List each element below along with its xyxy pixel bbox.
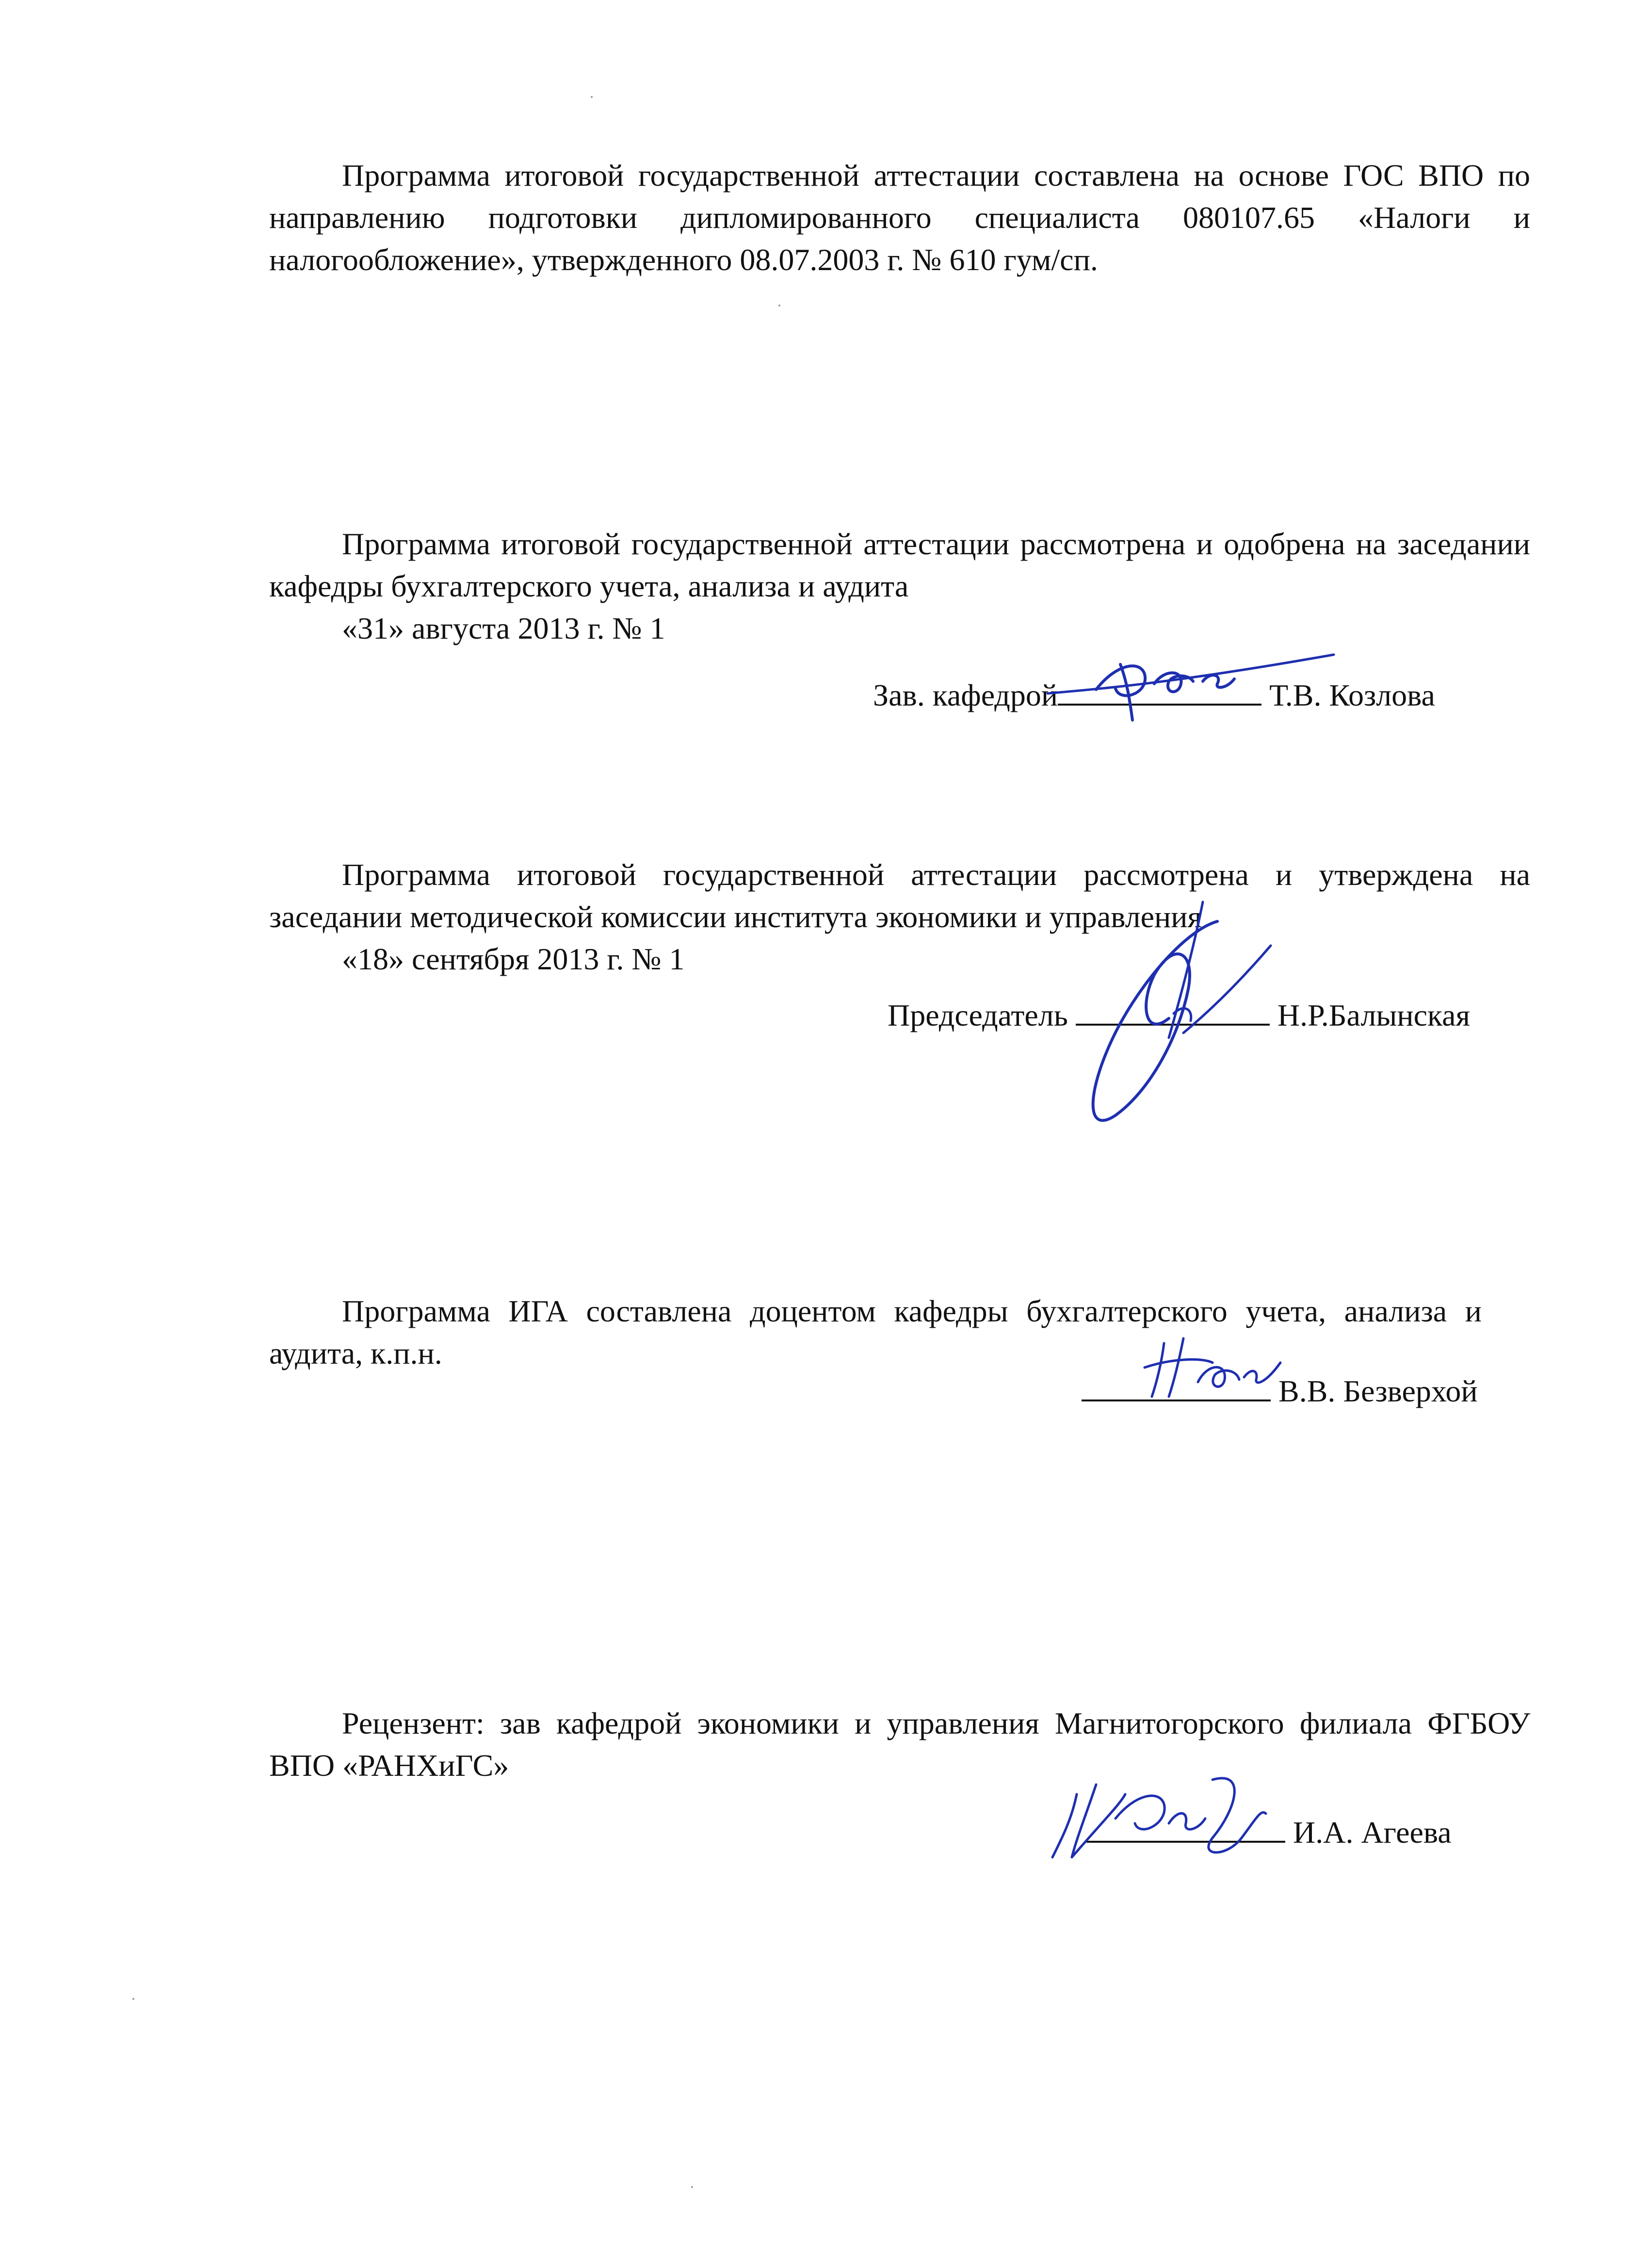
author-name: В.В. Безверхой	[1278, 1374, 1478, 1408]
reviewer-text: Рецензент: зав кафедрой экономики и управления Магнитогорского филиала ФГБОУ ВПО «РАНХиГС»	[269, 1706, 1530, 1783]
commission-approval-date: «18» сентября 2013 г. № 1	[342, 942, 685, 976]
commission-chair-signature	[1057, 892, 1280, 1144]
department-head-role: Зав. кафедрой	[873, 678, 1058, 712]
commission-approval-block	[269, 853, 1530, 980]
gos-paragraph-block	[269, 154, 1530, 281]
commission-chair-name: Н.Р.Балынская	[1277, 998, 1470, 1032]
department-approval-block	[269, 523, 1530, 649]
department-approval-text: Программа итоговой государственной аттестации рассмотрена и одобрена на заседании кафедры бухгалтерского учета, анализа и аудита	[269, 527, 1530, 603]
gos-paragraph: Программа итоговой государственной аттестации составлена на основе ГОС ВПО по направлению подготовки дипломированного специалиста 080107.65 «Налоги и налогообложение», утвержденного 08.07.2003 г. № 610 гум/сп.	[269, 158, 1530, 277]
commission-chair-role: Председатель	[888, 998, 1068, 1032]
author-signature	[1135, 1329, 1290, 1401]
department-head-signature	[1043, 635, 1343, 727]
scan-speck	[691, 2186, 693, 2188]
commission-approval-text: Программа итоговой государственной аттестации рассмотрена и утверждена на заседании методической комиссии института экономики и управления	[269, 857, 1530, 934]
reviewer-block	[269, 1702, 1530, 1786]
scan-speck	[778, 305, 780, 306]
department-head-name: Т.В. Козлова	[1269, 678, 1435, 712]
department-approval-date: «31» августа 2013 г. № 1	[342, 611, 665, 645]
reviewer-signature	[1043, 1765, 1276, 1867]
reviewer-name: И.А. Агеева	[1293, 1815, 1452, 1850]
scan-speck	[132, 1998, 134, 2000]
author-text: Программа ИГА составлена доцентом кафедры бухгалтерского учета, анализа и аудита, к.п.н.	[269, 1294, 1482, 1370]
author-block	[269, 1290, 1482, 1374]
scan-speck	[591, 96, 593, 98]
